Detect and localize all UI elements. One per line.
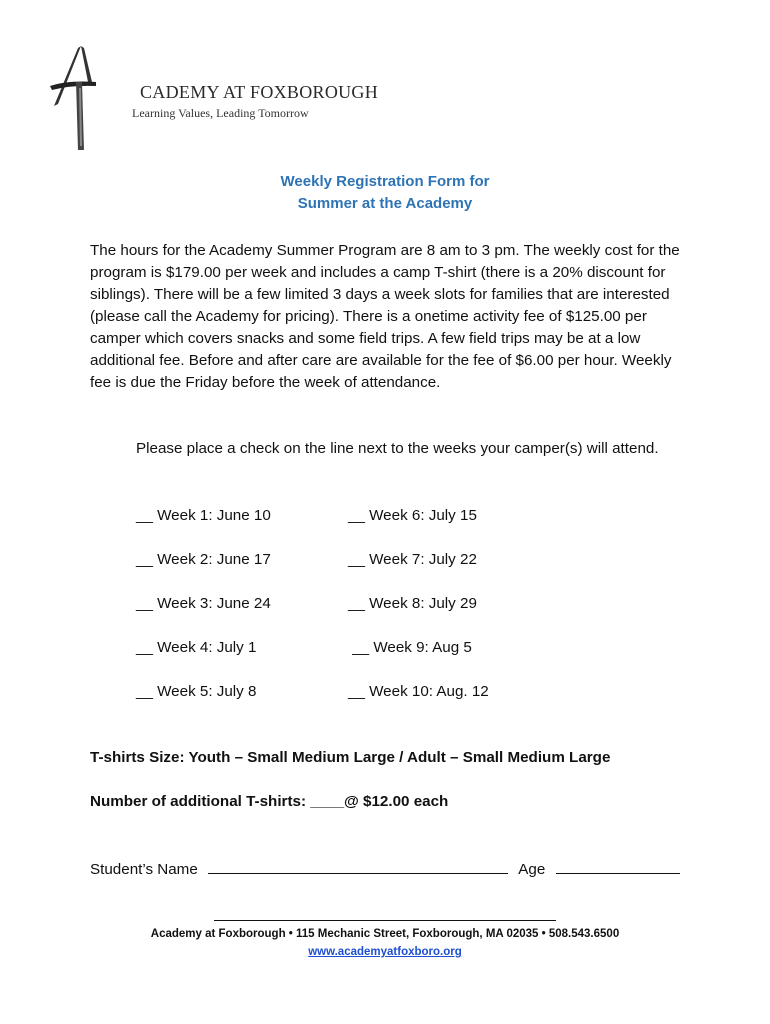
student-name-label: Student’s Name — [90, 861, 198, 878]
week-option[interactable]: __ Week 8: July 29 — [348, 595, 477, 612]
logo-name: CADEMY AT FOXBOROUGH — [140, 82, 379, 102]
week-option[interactable]: __ Week 6: July 15 — [348, 507, 477, 524]
tshirt-sizes: T-shirts Size: Youth – Small Medium Large / Adult – Small Medium Large — [90, 749, 611, 766]
logo-tagline: Learning Values, Leading Tomorrow — [132, 106, 309, 120]
week-instruction: Please place a check on the line next to the weeks your camper(s) will attend. — [136, 440, 659, 457]
footer-address: Academy at Foxborough • 115 Mechanic Street, Foxborough, MA 02035 • 508.543.6500 — [150, 928, 620, 940]
week-option[interactable]: __ Week 3: June 24 — [136, 595, 271, 612]
week-option[interactable]: __ Week 2: June 17 — [136, 551, 271, 568]
program-description: The hours for the Academy Summer Program are 8 am to 3 pm. The weekly cost for the program is $179.00 per week and includes a camp T-shirt (there is a 20% discount for siblings). There will be a few limited 3 days a week slots for families that are interested (please call the Academy for pricing). There is a onetime activity fee of $125.00 per camper which covers snacks and some field trips. A few field trips may be at a low additional fee. Before and after care are available for the fee of $6.00 per hour. Weekly fee is due the Friday before the week of attendance. — [90, 242, 680, 391]
footer-divider — [214, 920, 556, 921]
week-option[interactable]: __ Week 4: July 1 — [136, 639, 257, 656]
letter-a-cross-icon — [48, 42, 148, 152]
week-option[interactable]: __ Week 1: June 10 — [136, 507, 271, 524]
form-title-line1: Weekly Registration Form for — [280, 173, 490, 190]
academy-logo — [48, 42, 379, 152]
student-name-field[interactable] — [208, 857, 508, 874]
additional-tshirts: Number of additional T-shirts: ____@ $12.00 each — [90, 793, 449, 810]
week-option[interactable]: __ Week 5: July 8 — [136, 683, 257, 700]
age-field[interactable] — [556, 857, 680, 874]
week-option[interactable]: __ Week 9: Aug 5 — [348, 639, 472, 656]
form-title-line2: Summer at the Academy — [297, 195, 473, 212]
website-link[interactable]: www.academyatfoxboro.org — [308, 946, 462, 958]
week-option[interactable]: __ Week 10: Aug. 12 — [348, 683, 489, 700]
age-label: Age — [518, 861, 546, 878]
week-option[interactable]: __ Week 7: July 22 — [348, 551, 477, 568]
student-info-row — [90, 857, 680, 881]
